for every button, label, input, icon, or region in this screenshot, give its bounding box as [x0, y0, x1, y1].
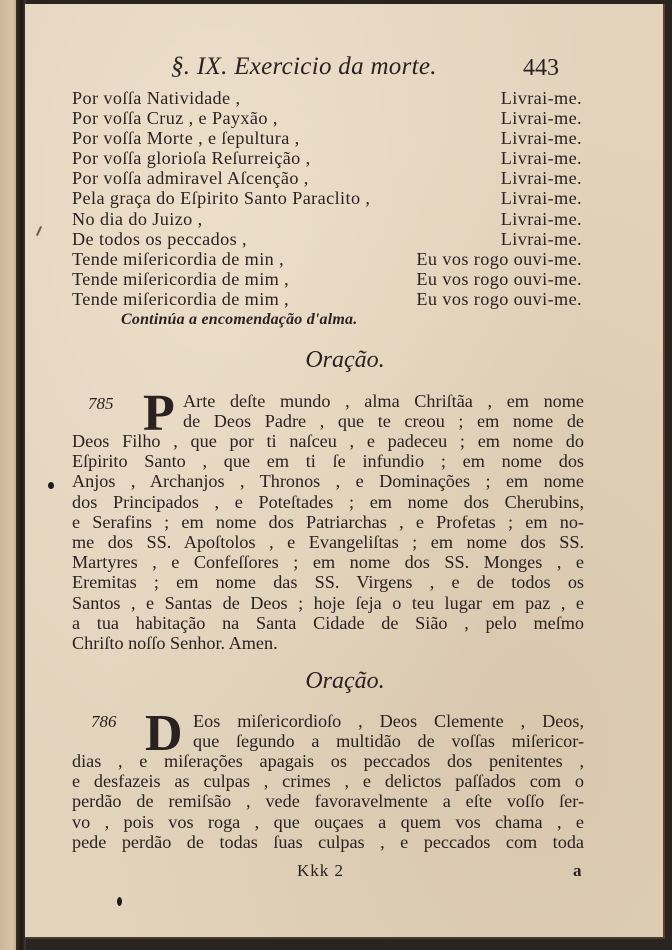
invocation: No dia do Juizo ,: [72, 208, 203, 229]
litany-row: [72, 168, 582, 188]
text-line: Anjos , Archanjos , Thronos , e Dominações ; em nome: [72, 471, 584, 492]
invocation: Por voſſa Morte , e ſepultura ,: [72, 128, 300, 149]
response: Eu vos rogo ouvi-me.: [416, 288, 582, 309]
invocation: Tende miſericordia de mim ,: [72, 288, 290, 309]
response: Livrai-me.: [500, 108, 582, 129]
text-line: Santos , e Santas de Deos ; hoje ſeja o teu lugar em paz , e: [72, 592, 584, 613]
text-line: Eremitas ; em nome das SS. Virgens , e de todos os: [72, 572, 584, 593]
section-heading: Oração.: [305, 668, 385, 694]
signature-mark: Kkk 2: [297, 861, 345, 880]
text-line: pede perdão de todas ſuas culpas , e peccados com toda: [72, 831, 584, 852]
text-line: vo , pois vos roga , que ouçaes a quem vos chama , e: [72, 811, 584, 832]
text-line: de Deos Padre , que te creou ; em nome de: [183, 411, 584, 432]
text-line: Chriſto noſſo Senhor. Amen.: [72, 632, 278, 653]
litany-row: [72, 249, 582, 269]
paragraph-opening: [193, 711, 584, 751]
litany-row: [72, 148, 582, 168]
text-line: e desfazeis as culpas , crimes , e delictos paſſados com o: [72, 771, 584, 792]
text-line: Eſpirito Santo , que em ti ſe infundio ; em nome dos: [72, 451, 584, 472]
litany-row: [72, 289, 582, 309]
ink-spot: [48, 482, 54, 489]
litany-row: [72, 88, 582, 108]
text-line: Arte deſte mundo , alma Chriſtãa , em nome: [183, 391, 584, 411]
text-line: perdão de remiſsão , vede favoravelmente a eſte voſſo ſer-: [72, 791, 584, 812]
response: Livrai-me.: [500, 168, 582, 189]
litany: [72, 88, 582, 309]
paragraph-number: 786: [91, 712, 117, 731]
ink-spot: [117, 897, 122, 906]
litany-row: [72, 269, 582, 289]
invocation: Tende miſericordia de mim ,: [72, 268, 290, 289]
invocation: Tende miſericordia de min ,: [72, 248, 285, 269]
page-header: [25, 53, 665, 87]
response: Eu vos rogo ouvi-me.: [416, 268, 582, 289]
response: Livrai-me.: [500, 228, 582, 249]
text-line: dos Principados , e Poteſtades ; em nome dos Cherubins,: [72, 491, 584, 512]
invocation: Por voſſa admiravel Aſcenção ,: [72, 168, 309, 189]
rubric: Continúa a encomendação d'alma.: [121, 311, 358, 328]
response: Livrai-me.: [500, 88, 582, 108]
page-footer: [25, 861, 665, 883]
response: Livrai-me.: [500, 188, 582, 209]
text-line: me dos SS. Apoſtolos , e Evangeliſtas ; em nome dos SS.: [72, 531, 584, 552]
response: Livrai-me.: [500, 148, 582, 169]
drop-cap: D: [145, 705, 183, 762]
paragraph-body: [72, 751, 584, 852]
text-line: que ſegundo a multidão de voſſas miſericor-: [193, 731, 584, 752]
page-number: 443: [523, 55, 559, 81]
text-line: Martyres , e Confeſſores ; em nome dos SS. Monges , e: [72, 552, 584, 573]
invocation: Por voſſa Natividade ,: [72, 88, 241, 108]
text-line: dias , e miſerações apagais os peccados dos penitentes ,: [72, 751, 584, 771]
text-line: Eos miſericordioſo , Deos Clemente , Deos,: [193, 711, 584, 731]
litany-row: [72, 209, 582, 229]
paragraph-number: 785: [88, 394, 114, 413]
response: Livrai-me.: [500, 128, 582, 149]
book-page: [25, 4, 665, 939]
litany-row: [72, 128, 582, 148]
invocation: Pela graça do Eſpirito Santo Paraclito ,: [72, 188, 371, 209]
litany-row: [72, 188, 582, 208]
paragraph-body: [72, 431, 584, 653]
invocation: De todos os peccados ,: [72, 228, 247, 249]
invocation: Por voſſa glorioſa Reſurreição ,: [72, 148, 311, 169]
text-line: e Serafins ; em nome dos Patriarchas , e Profetas ; em no-: [72, 511, 584, 532]
litany-row: [72, 108, 582, 128]
text-line: a tua habitação na Santa Cidade de Sião , pelo meſmo: [72, 612, 584, 633]
drop-cap: P: [143, 385, 175, 442]
paragraph-opening: [183, 391, 584, 431]
catchword: a: [573, 861, 582, 880]
response: Eu vos rogo ouvi-me.: [416, 248, 582, 269]
litany-row: [72, 229, 582, 249]
margin-mark: [36, 226, 42, 236]
section-heading: Oração.: [305, 347, 385, 373]
text-line: Deos Filho , que por ti naſceu , e padeceu ; em nome do: [72, 431, 584, 451]
running-title: §. IX. Exercicio da morte.: [171, 53, 437, 80]
response: Livrai-me.: [500, 208, 582, 229]
invocation: Por voſſa Cruz , e Payxão ,: [72, 108, 278, 129]
